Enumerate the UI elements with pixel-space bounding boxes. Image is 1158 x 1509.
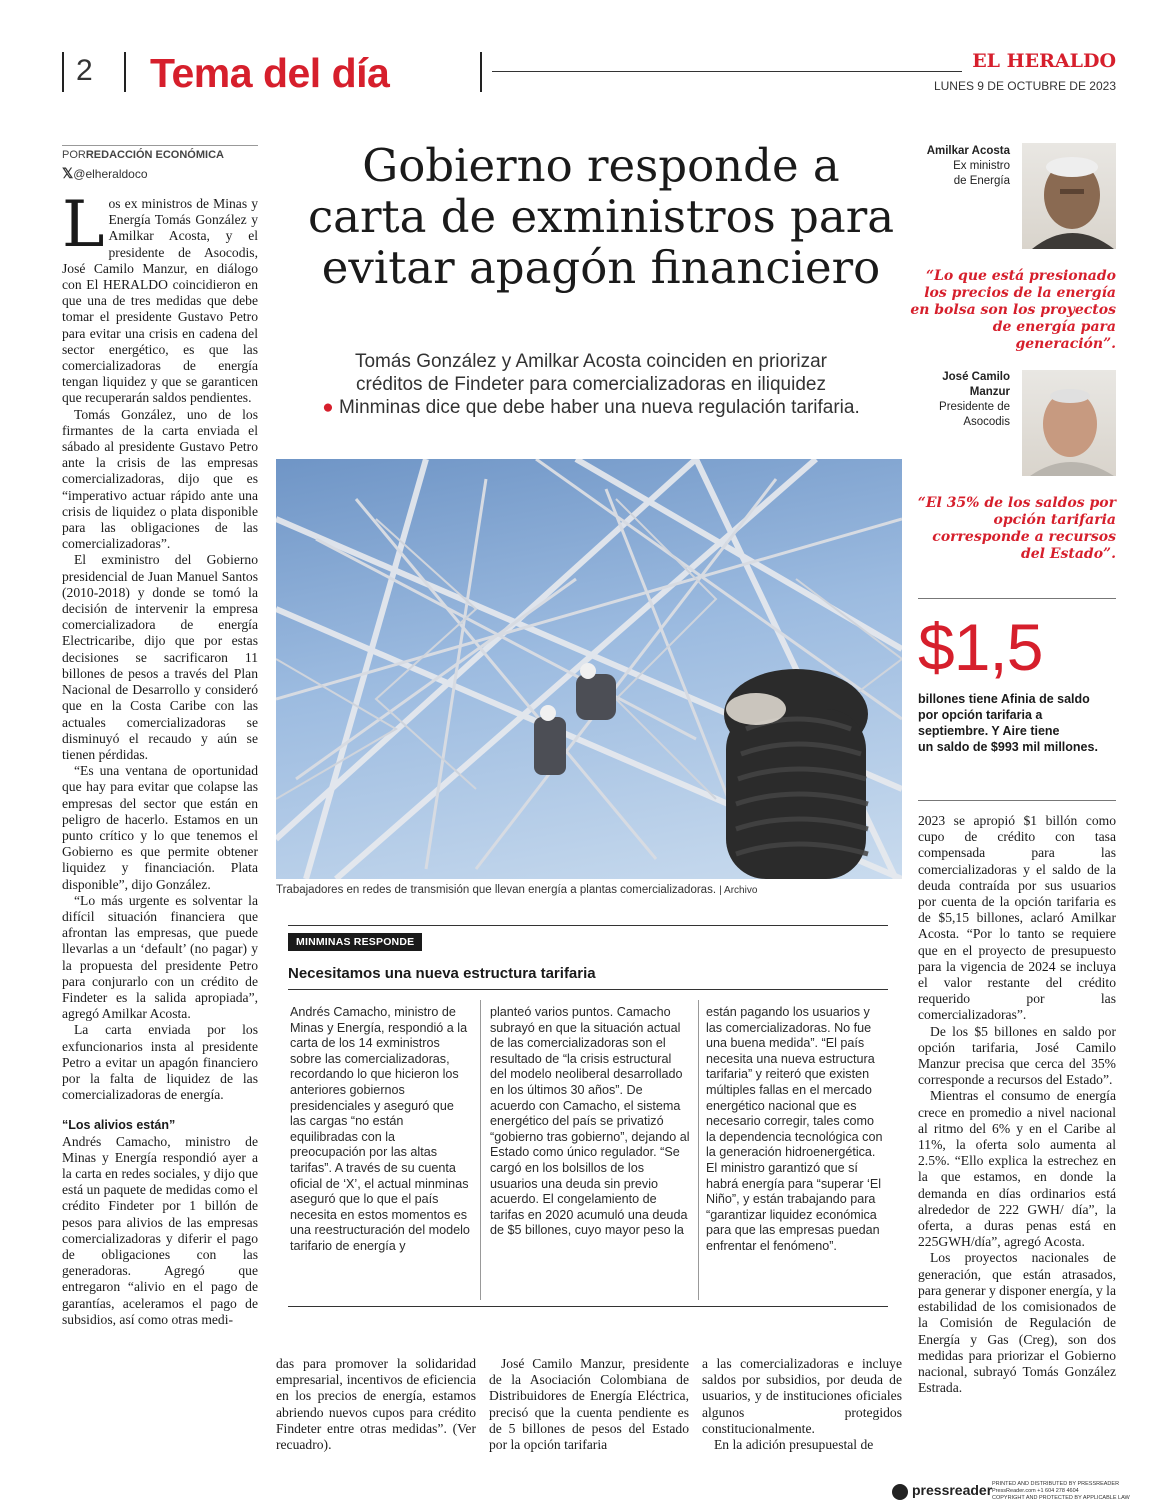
subhead-line: créditos de Findeter para comercializadoras en iliquidez — [356, 374, 826, 395]
power-tower-illustration — [276, 459, 902, 879]
person2-label — [900, 370, 1010, 430]
person2-photo — [1022, 370, 1116, 476]
bullet-dot-icon: ● — [322, 397, 334, 418]
portrait-icon — [1022, 143, 1116, 249]
box-tag: MINMINAS RESPONDE — [288, 933, 422, 951]
byline-prefix: POR — [62, 149, 86, 161]
subhead-bullet-line — [278, 396, 904, 419]
pressreader-brand: pressreader — [912, 1482, 993, 1498]
page-number: 2 — [76, 54, 93, 87]
sidebar-rule — [918, 800, 1116, 801]
photo-caption — [276, 884, 757, 896]
person2-role: Presidente de — [939, 401, 1010, 413]
article-col3 — [489, 1356, 689, 1453]
twitter-handle[interactable]: @elheraldoco — [73, 167, 148, 181]
fineprint-line: PressReader.com +1 604 278 4604 — [992, 1488, 1079, 1494]
quote1: “Lo que está presionado los precios de la energía en bolsa son los proyectos de energía para generación”. — [910, 268, 1116, 352]
dropcap: L — [62, 188, 105, 262]
headline-line: carta de exministros para — [307, 190, 895, 243]
box-col2: planteó varios puntos. Camacho subrayó en que la situación actual de las comercializadoras son el resultado de “la crisis estructural del modelo neoliberal desarrollado en los últimos 30 años”. De acuerdo con Camacho, el sistema energético del país se privatizó “gobierno tras gobierno”, dejando al Estado como único regulador. “Se cargó en los bolsillos de los usuarios una deuda sin previo acuerdo. El congelamiento de tarifas en 2020 acumuló una deuda de $5 billones, cuyo mayor peso la — [490, 1005, 690, 1238]
paragraph: La carta enviada por los exfuncionarios insta al presidente Petro a evitar un apagón financiero por la falta de liquidez de las comercializadoras de energía. — [62, 1022, 258, 1103]
byline-rule — [62, 145, 258, 146]
paragraph: Mientras el consumo de energía crece en promedio a nivel nacional al ritmo del 6% y en el Caribe al 11%, la oferta solo aumenta al 2.5%. “Ello explica la estrechez en la que estamos, en donde la demanda en días ordinarios está alrededor de 222 GWH/ día”, la oferta, a duras penas está en 225GWH/día”, agregó Acosta. — [918, 1088, 1116, 1250]
x-logo-icon: 𝕏 — [62, 165, 74, 181]
portrait-icon — [1022, 370, 1116, 476]
person2-name: José Camilo — [942, 371, 1010, 383]
byline-social — [62, 165, 148, 182]
paragraph: Tomás González, uno de los firmantes de la carta enviada el sábado al presidente Gustavo Petro ante la crisis de las empresas comercializadoras, dijo que es “imperativo actuar rápido ante una crisis de liquidez o plata disponible para las obligaciones de las comercializadoras”. — [62, 406, 258, 552]
caption-text: Trabajadores en redes de transmisión que llevan energía a plantas comercializadoras. — [276, 884, 717, 896]
quote2: “El 35% de los saldos por opción tarifaria corresponde a recursos del Estado”. — [917, 495, 1116, 562]
big-number-line: billones tiene Afinia de saldo — [918, 692, 1090, 706]
inline-subhead: “Los alivios están” — [62, 1118, 176, 1133]
box-col3: están pagando los usuarios y las comercializadoras. No fue una buena medida”. “El país necesita una nueva estructura tarifaria” y reiteró que existen múltiples fallas en el mercado energético nacional que es necesario corregir, tales como la dependencia tecnológica con la generación hidroenergética. El ministro garantizó que sí habrá energía para “superar ‘El Niño”, y están trabajando para “garantizar liquidez económica para que las empresas puedan enfrentar el fenómeno”. — [706, 1005, 883, 1253]
person1-role: Ex ministro — [953, 160, 1010, 172]
box-col-divider — [480, 1000, 481, 1300]
byline — [62, 149, 224, 161]
big-number-line: septiembre. Y Aire tiene — [918, 724, 1060, 738]
photo-credit: | Archivo — [719, 885, 758, 896]
article-right-col — [918, 813, 1116, 1396]
person2-name: Manzur — [969, 386, 1010, 398]
person2-role: Asocodis — [963, 416, 1010, 428]
paragraph: José Camilo Manzur, presidente de la Asociación Colombiana de Distribuidores de Energía Eléctrica, precisó que la cuenta pendiente es de 5 billones de pesos del Estado por la opción tarifaria — [489, 1356, 689, 1453]
pressreader-fineprint — [992, 1481, 1130, 1502]
paragraph: El exministro del Gobierno presidencial de Juan Manuel Santos (2010-2018) y donde se tomó la decisión de intervenir la empresa comercializadora de energía Electricaribe, dijo que por estas decisiones se sacrificaron 11 billones de pesos a través del Plan Nacional de Desarrollo y consideró que en la Costa Caribe con las actuales comercializadoras se disminuyó el recaudo y aún se tienen pérdidas. — [62, 552, 258, 762]
header-divider — [124, 52, 126, 92]
headline-line: evitar apagón financiero — [321, 241, 881, 294]
article-col2 — [276, 1356, 476, 1453]
paragraph: De los $5 billones en saldo por opción tarifaria, José Camilo Manzur precisa que cerca del 35% corresponde a recursos del Estado”. — [918, 1023, 1116, 1088]
subhead-bullet: Minminas dice que debe haber una nueva regulación tarifaria. — [339, 397, 860, 418]
big-number-line: un saldo de $993 mil millones. — [918, 740, 1098, 754]
box-col1: Andrés Camacho, ministro de Minas y Energía, respondió a la carta de los 14 exministros sobre las comercializadoras, recordando lo que hicieron los anteriores gobiernos presidenciales y aseguró que las cargas “no están equilibradas con la preocupación por las altas tarifas”. A través de su cuenta oficial de ‘X’, el actual minminas aseguró que lo que el país necesita en estos momentos es una reestructuración del modelo tarifario de energía y — [290, 1005, 470, 1253]
pressreader-footer — [888, 1481, 1130, 1503]
pressreader-logo-icon — [892, 1484, 908, 1500]
subhead-line: Tomás González y Amilkar Acosta coinciden en priorizar — [354, 351, 828, 372]
fineprint-line: COPYRIGHT AND PROTECTED BY APPLICABLE LAW — [992, 1495, 1130, 1501]
header-divider — [62, 52, 64, 92]
brand-logo: EL HERALDO — [962, 50, 1116, 72]
paragraph: 2023 se apropió $1 billón como cupo de crédito con tasa compensada para las comercializadoras y el saldo de la deuda contraída por sus usuarios por cuenta de la opción tarifaria es de $5,15 billones, aclaró Amilkar Acosta. “Por lo tanto se requiere que en el proyecto de presupuesto para la vigencia de 2024 se incluya el valor restante del crédito requerido por las comercializadoras”. — [918, 813, 1116, 1023]
header-divider — [480, 52, 482, 92]
subheadline — [278, 350, 904, 419]
person1-photo — [1022, 143, 1116, 249]
big-number-line: por opción tarifaria a — [918, 708, 1043, 722]
big-number-text — [918, 691, 1098, 755]
box-top-rule — [288, 925, 888, 926]
paragraph: “Es una ventana de oportunidad que hay para evitar que colapse las empresas del sector que están en peligro de hacerlo. Estamos en un punto crítico y lo que tenemos el Gobierno es que permite obtener liquidez y financiación. Plata disponible”, dijo González. — [62, 763, 258, 892]
article-col4 — [702, 1356, 902, 1453]
box-bottom-rule — [288, 1306, 888, 1307]
section-title: Tema del día — [150, 50, 390, 96]
paragraph: “Lo más urgente es solventar la difícil situación financiera que afrontan las empresas, que puede llevarlas a un ‘default’ (no pagar) y la propuesta del presidente Petro para conjurarlo con un crédito de Findeter es la salida apropiada”, agregó Amilkar Acosta. — [62, 892, 258, 1022]
box-title-rule — [288, 989, 888, 990]
headline — [268, 140, 934, 293]
person1-role: de Energía — [953, 175, 1010, 187]
box-col-divider — [698, 1000, 699, 1300]
paragraph: Andrés Camacho, ministro de Minas y Energía respondió ayer a la carta en redes sociales, y dijo que está un paquete de medidas como el crédito Findeter por 1 billón de pesos para alivios de las empresas comercializadoras y diferir el pago de obligaciones con las generadoras. Agregó que entregaron “alivio en el pago de garantías, aceleramos el pago de subsidios, así como otras medi- — [62, 1133, 258, 1327]
box-title: Necesitamos una nueva estructura tarifaria — [288, 965, 596, 982]
sidebar-rule — [918, 598, 1116, 599]
headline-line: Gobierno responde a — [362, 139, 840, 192]
paragraph: a las comercializadoras e incluye saldos por subsidios, por deuda de usuarios, y de instituciones oficiales algunos protegidos constitucionalmente. — [702, 1356, 902, 1436]
fineprint-line: PRINTED AND DISTRIBUTED BY PRESSREADER — [992, 1481, 1120, 1487]
article-col1 — [62, 188, 258, 1328]
big-number: $1,5 — [918, 610, 1043, 684]
page-date: LUNES 9 DE OCTUBRE DE 2023 — [933, 79, 1116, 93]
paragraph: os ex ministros de Minas y Energía Tomás González y Amilkar Acosta, y el presidente de Asocodis, José Camilo Manzur, en diálogo con El HERALDO coincidieron en que una de tres medidas que debe tomar el presidente Gustavo Petro para evitar una crisis en cadena del sector energético, es que las comercializadoras de energía tengan liquidez y que se garanticen que recuperarán saldos pendientes. — [62, 196, 258, 406]
byline-author: REDACCIÓN ECONÓMICA — [85, 149, 224, 161]
person1-name: Amilkar Acosta — [926, 145, 1010, 157]
paragraph: das para promover la solidaridad empresarial, incentivos de eficiencia en los precios de energía, estamos abriendo nuevos cupos para crédito Findeter entre otras medidas”. (Ver recuadro). — [276, 1356, 476, 1453]
main-photo — [276, 459, 902, 879]
paragraph: En la adición presupuestal de — [714, 1437, 874, 1453]
person1-label — [900, 144, 1010, 189]
paragraph: Los proyectos nacionales de generación, que están atrasados, para generar y disponer energía, y la estabilidad de los comisionados de la Comisión de Regulación de Energía y Gas (Creg), son dos medidas para priorizar el Gobierno nacional, subrayó Tomás González Estrada. — [918, 1250, 1116, 1396]
